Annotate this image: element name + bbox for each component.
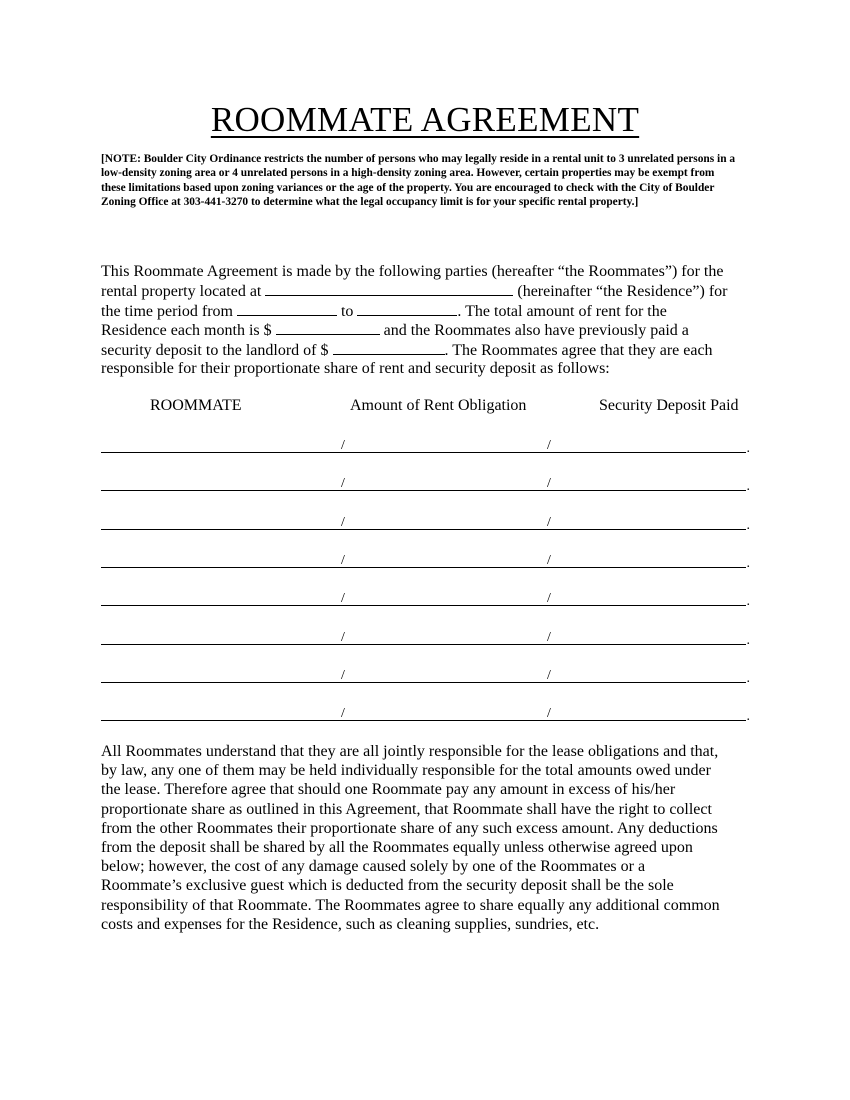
column-separator: / bbox=[547, 591, 551, 607]
fill-in-line[interactable] bbox=[101, 644, 746, 645]
roommate-row[interactable] bbox=[101, 514, 750, 533]
intro-text: security deposit to the landlord of $ bbox=[101, 341, 333, 359]
row-end-mark: . bbox=[746, 555, 750, 571]
page-title: ROOMMATE AGREEMENT bbox=[210, 100, 640, 139]
column-header-deposit: Security Deposit Paid bbox=[599, 397, 739, 414]
closing-line: All Roommates understand that they are all jointly responsible for the lease obligations and that, bbox=[101, 743, 719, 760]
closing-line: by law, any one of them may be held individually responsible for the total amounts owed under bbox=[101, 762, 711, 780]
end-date-field[interactable] bbox=[357, 301, 457, 316]
row-end-mark: . bbox=[746, 594, 750, 610]
column-separator: / bbox=[341, 667, 345, 683]
ordinance-note: [NOTE: Boulder City Ordinance restricts the number of persons who may legally reside in a rental unit to 3 unrelated persons in a low-density zoning area or 4 unrelated persons in a high-density zoning area. However, certain properties may be exempt from these limitations based upon zoning variances or the age of the property. You are encouraged to check with the City of Boulder Zoning Office at 303-441-3270 to determine what the legal occupancy limit is for your specific rental property.] bbox=[101, 153, 736, 209]
intro-text: (hereinafter “the Residence”) for bbox=[513, 283, 728, 301]
closing-line: the lease. Therefore agree that should one Roommate pay any amount in excess of his/her bbox=[101, 781, 676, 799]
closing-line: from the other Roommates their proportionate share of any such excess amount. Any deductions bbox=[101, 819, 718, 837]
row-end-mark: . bbox=[746, 517, 750, 533]
column-separator: / bbox=[547, 667, 551, 683]
column-separator: / bbox=[547, 438, 551, 453]
roommate-row[interactable] bbox=[101, 475, 750, 495]
roommate-row[interactable] bbox=[101, 437, 750, 456]
column-header-rent: Amount of Rent Obligation bbox=[350, 397, 527, 414]
intro-line bbox=[101, 320, 753, 339]
intro-line bbox=[101, 301, 753, 320]
agreement-intro bbox=[101, 262, 753, 378]
row-end-mark: . bbox=[746, 441, 750, 456]
intro-text: . The Roommates agree that they are each bbox=[444, 341, 713, 359]
column-separator: / bbox=[547, 514, 551, 530]
column-separator: / bbox=[341, 552, 345, 568]
intro-line: responsible for their proportionate share of rent and security deposit as follows: bbox=[101, 359, 610, 377]
roommate-row[interactable] bbox=[101, 667, 750, 686]
intro-text: . The total amount of rent for the bbox=[457, 302, 667, 320]
column-separator: / bbox=[341, 514, 345, 530]
column-separator: / bbox=[547, 476, 551, 492]
column-separator: / bbox=[547, 706, 551, 722]
intro-text: Residence each month is $ bbox=[101, 322, 276, 340]
intro-text: to bbox=[336, 302, 358, 320]
intro-text: the time period from bbox=[101, 302, 237, 320]
closing-line: below; however, the cost of any damage caused solely by one of the Roommates or a bbox=[101, 858, 646, 876]
intro-text: and the Roommates also have previously paid a bbox=[379, 322, 689, 340]
column-separator: / bbox=[547, 552, 551, 568]
security-deposit-field[interactable] bbox=[333, 340, 445, 355]
fill-in-line[interactable] bbox=[101, 529, 746, 530]
closing-line: from the deposit shall be shared by all the Roommates equally unless otherwise agreed upon bbox=[101, 838, 693, 856]
closing-line: proportionate share as outlined in this Agreement, that Roommate shall have the right to collect bbox=[101, 800, 712, 818]
row-end-mark: . bbox=[746, 479, 750, 495]
column-separator: / bbox=[341, 629, 345, 645]
closing-line: responsibility of that Roommate. The Roommates agree to share equally any additional common bbox=[101, 896, 720, 914]
column-separator: / bbox=[341, 438, 345, 453]
roommate-row[interactable] bbox=[101, 705, 750, 725]
intro-line bbox=[101, 340, 753, 359]
closing-paragraph bbox=[101, 742, 753, 934]
closing-line: costs and expenses for the Residence, such as cleaning supplies, sundries, etc. bbox=[101, 915, 600, 933]
property-address-field[interactable] bbox=[265, 281, 513, 296]
fill-in-line[interactable] bbox=[101, 567, 746, 568]
roommate-row[interactable] bbox=[101, 590, 750, 610]
start-date-field[interactable] bbox=[237, 301, 337, 316]
fill-in-line[interactable] bbox=[101, 682, 746, 683]
closing-line: Roommate’s exclusive guest which is deducted from the security deposit shall be the sole bbox=[101, 877, 674, 895]
row-end-mark: . bbox=[746, 670, 750, 686]
row-end-mark: . bbox=[746, 709, 750, 725]
column-separator: / bbox=[547, 629, 551, 645]
fill-in-line[interactable] bbox=[101, 490, 746, 491]
roommate-row[interactable] bbox=[101, 629, 750, 648]
monthly-rent-field[interactable] bbox=[276, 320, 380, 335]
roommate-row[interactable] bbox=[101, 552, 750, 571]
row-end-mark: . bbox=[746, 632, 750, 648]
column-header-roommate: ROOMMATE bbox=[150, 397, 242, 414]
fill-in-line[interactable] bbox=[101, 605, 746, 606]
column-separator: / bbox=[341, 706, 345, 722]
intro-text: rental property located at bbox=[101, 283, 266, 301]
intro-line: This Roommate Agreement is made by the following parties (hereafter “the Roommates”) for the bbox=[101, 263, 724, 280]
intro-line bbox=[101, 281, 753, 300]
fill-in-line[interactable] bbox=[101, 452, 746, 453]
fill-in-line[interactable] bbox=[101, 720, 746, 721]
column-separator: / bbox=[341, 591, 345, 607]
column-separator: / bbox=[341, 476, 345, 492]
